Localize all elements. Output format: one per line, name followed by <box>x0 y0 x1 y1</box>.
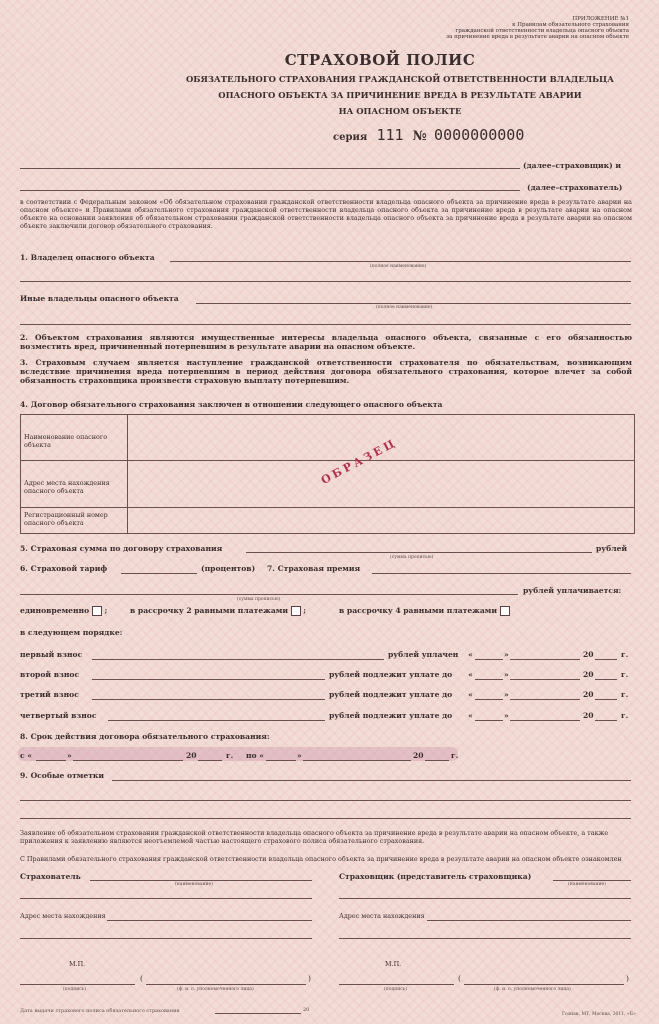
tariff-percent: (процентов) <box>201 564 256 573</box>
term-from-day[interactable] <box>36 760 66 761</box>
clause-2: 2. Объектом страхования являются имущественные интересы владельца опасного объекта, связанные с его обязанностью возместить вред, причиненный потерпевшим в результате аварии на опасном объекте. <box>20 333 632 351</box>
payment-label: четвертый взнос <box>20 711 97 720</box>
payment-once: единовременно ; <box>20 606 108 615</box>
appendix-note: ПРИЛОЖЕНИЕ №1 к Правилам обязательного страхования гражданской ответственности владельца опасного объекта за причинение вреда в результате аварии на опасном объекте <box>446 16 629 40</box>
printer-mark: Гознак, МТ, Москва, 2011, «Б» <box>562 1012 636 1017</box>
insurer-address-label: Адрес места нахождения <box>339 912 425 920</box>
holder-address-line-2[interactable] <box>20 938 312 939</box>
special-line-3[interactable] <box>20 818 631 819</box>
sum-rub: рублей <box>596 544 628 553</box>
series-value: 111 <box>376 126 404 144</box>
term-to-day[interactable] <box>266 760 296 761</box>
policy-subtitle-1: ОБЯЗАТЕЛЬНОГО СТРАХОВАНИЯ ГРАЖДАНСКОЙ ОТВЕТСТВЕННОСТИ ВЛАДЕЛЬЦА <box>186 74 614 84</box>
premium-label: 7. Страховая премия <box>267 564 361 573</box>
other-owners-line-2[interactable] <box>20 324 631 325</box>
insurer-sign-sig-line[interactable] <box>339 984 454 985</box>
payment-day-line[interactable] <box>475 720 503 721</box>
insurer-address-line[interactable] <box>427 920 631 921</box>
insurer-sign-label: Страховщик (представитель страховщика) <box>339 872 532 881</box>
holder-sign-line[interactable] <box>20 984 135 985</box>
holder-mp: М.П. <box>69 960 86 968</box>
owner-line-2[interactable] <box>20 281 631 282</box>
insurer-address-line-2[interactable] <box>339 938 631 939</box>
payment-month-line[interactable] <box>510 679 580 680</box>
issue-date-line[interactable] <box>215 1013 301 1014</box>
owner-caption: (полное наименование) <box>370 264 427 269</box>
payment-month-line[interactable] <box>510 720 580 721</box>
special-line-2[interactable] <box>20 800 631 801</box>
clause-4: 4. Договор обязательного страхования заключен в отношении следующего опасного объекта <box>20 400 443 409</box>
owner-line[interactable] <box>170 261 631 262</box>
payment-amount-line[interactable] <box>92 659 384 660</box>
issue-date-label: Дата выдачи страхового полиса обязательного страхования <box>20 1008 180 1014</box>
policy-page: ПРИЛОЖЕНИЕ №1 к Правилам обязательного страхования гражданской ответственности владельца опасного объекта за причинение вреда в результате аварии на опасном объекте СТРАХОВОЙ ПОЛИС ОБЯЗАТЕЛЬНОГО СТРАХОВАНИЯ ГРАЖДАНСКОЙ ОТВЕТСТВЕННОСТИ ВЛАДЕЛЬЦА ОПАСНОГО ОБЪЕКТА ЗА ПРИЧИНЕНИЕ ВРЕДА В РЕЗУЛЬТАТЕ АВАРИИ НА ОПАСНОМ ОБЪЕКТЕ серия 111 № 0000000000 (далее–страховщик) и (далее–страхователь) в соответствии с Федеральным законом «Об обязательном страховании гражданской ответственности владельца опасного объекта за причинение вреда в результате аварии на опасном объекте» и Правилами обязательного страхования гражданской ответственности владельца опасного объекта за причинение вреда в результате аварии на опасном объекте на основании заявления об обязательном страховании гражданской ответственности владельца опасного объекта за причинение вреда в результате аварии на опасном объекте заключили договор обязательного страхования. 1. Владелец опасного объекта (полное наименование) Иные владельцы опасного объекта (полное наименование) 2. Объектом страхования являются имущественные интересы владельца опасного объекта, связанные с его обязанностью возместить вред, причиненный потерпевшим в результате аварии на опасном объекте. 3. Страховым случаем является наступление гражданской ответственности страхователя по обязательствам, возникающим вследствие причинения вреда потерпевшим в период действия договора обязательного страхования, которое влечет за собой обязанность страховщика произвести страховую выплату потерпевшим. 4. Договор обязательного страхования заключен в отношении следующего опасного объекта Наименование опасного объекта Адрес места нахождения опасного объекта Регистрационный номер опасного объекта ОБРАЗЕЦ 5. Страховая сумма по договору страхования (сумма прописью) рублей 6. Страховой тариф (процентов) 7. Страховая премия (сумма прописью) рублей уплачивается: единовременно ; в рассрочку 2 равными платежами ; в рассрочку 4 равными платежами в следующем порядке: первый взнос рублей уплачен « » 20 г. второй взнос рублей подлежит уплате до « » 20 г. третий взнос рублей подлежит уплате до « » 20 г. четвертый взнос рублей подлежит уплате до « » 20 г. 8. Срок действия договора обязательного страхования: с « » 20 г. по « » 20 г. 9. Особые отметки Заявление об обязательном страховании гражданской ответственности владельца опасного объекта за причинение вреда в результате аварии на опасном объекте, а также приложения к заявлению являются неотъемлемой частью настоящего страхового полиса обязательного страхования. С Правилами обязательного страхования гражданской ответственности владельца опасного объекта за причинение вреда в результате аварии на опасном объекте ознакомлен Страхователь (наименование) Страховщик (представитель страховщика) (наименование) Адрес места нахождения Адрес места нахождения М.П. М.П. ( ) (подпись) (ф. и. о. уполномоченного лица) ( ) (подпись) (ф. и. о. уполномоченного лица) Дата выдачи страхового полиса обязательного страхования 20 Гознак, МТ, Москва, 2011, «Б» <box>0 0 659 1024</box>
payment-day-line[interactable] <box>475 679 503 680</box>
payment-month-line[interactable] <box>510 699 580 700</box>
other-owners-caption: (полное наименование) <box>376 305 433 310</box>
payment-year-line[interactable] <box>595 720 617 721</box>
premium-line[interactable] <box>372 573 631 574</box>
holder-line-2[interactable] <box>20 898 312 899</box>
payment-two: в рассрочку 2 равными платежами ; <box>130 606 307 615</box>
insurer-fio-line[interactable] <box>464 984 624 985</box>
payment-amount-line[interactable] <box>92 679 325 680</box>
payment-day-line[interactable] <box>475 699 503 700</box>
sum-caption: (сумма прописью) <box>390 555 434 560</box>
policyholder-suffix: (далее–страхователь) <box>527 183 623 192</box>
insurer-sign-line-2[interactable] <box>339 898 631 899</box>
policy-subtitle-3: НА ОПАСНОМ ОБЪЕКТЕ <box>338 106 462 116</box>
tariff-label: 6. Страховой тариф <box>20 564 108 573</box>
other-owners-label: Иные владельцы опасного объекта <box>20 294 179 303</box>
premium-caption: (сумма прописью) <box>237 597 281 602</box>
payment-order: в следующем порядке: <box>20 628 123 637</box>
statement-2: С Правилами обязательного страхования гражданской ответственности владельца опасного объекта за причинение вреда в результате аварии на опасном объекте ознакомлен <box>20 855 622 863</box>
insurer-sign-line[interactable] <box>553 880 631 881</box>
payment-four: в рассрочку 4 равными платежами <box>339 606 510 616</box>
term-to: по « <box>246 751 265 760</box>
payment-status: рублей подлежит уплате до <box>329 670 453 679</box>
payment-label: второй взнос <box>20 670 80 679</box>
number-sign: № <box>412 129 427 144</box>
once-checkbox[interactable] <box>92 606 102 616</box>
payment-amount-line[interactable] <box>92 699 325 700</box>
intro-text: в соответствии с Федеральным законом «Об обязательном страховании гражданской ответственности владельца опасного объекта за причинение вреда в результате аварии на опасном объекте» и Правилами обязательного страхования гражданской ответственности владельца опасного объекта за причинение вреда в результате аварии на опасном объекте на основании заявления об обязательном страховании гражданской ответственности владельца опасного объекта за причинение вреда в результате аварии на опасном объекте заключили договор обязательного страхования. <box>20 198 632 230</box>
payment-month-line[interactable] <box>510 659 580 660</box>
insurer-suffix: (далее–страховщик) и <box>523 161 622 170</box>
policy-title: СТРАХОВОЙ ПОЛИС <box>284 51 476 69</box>
sum-line[interactable] <box>246 552 592 553</box>
holder-label: Страхователь <box>20 872 81 881</box>
holder-address-line[interactable] <box>107 920 312 921</box>
object-table <box>20 414 635 534</box>
premium-line-2[interactable] <box>20 594 518 595</box>
sum-label: 5. Страховая сумма по договору страхования <box>20 544 223 553</box>
holder-fio-line[interactable] <box>146 984 306 985</box>
payment-year-line[interactable] <box>595 679 617 680</box>
term-label: 8. Срок действия договора обязательного страхования: <box>20 732 270 741</box>
insurer-mp: М.П. <box>385 960 402 968</box>
payment-day-line[interactable] <box>475 659 503 660</box>
special-label: 9. Особые отметки <box>20 771 105 780</box>
table-row-address: Адрес места нахождения опасного объекта <box>24 479 110 495</box>
holder-address-label: Адрес места нахождения <box>20 912 106 920</box>
term-highlight <box>18 747 458 761</box>
series-label: серия <box>333 132 368 143</box>
term-to-year[interactable] <box>425 760 449 761</box>
insurer-line[interactable] <box>20 168 520 169</box>
table-row-name: Наименование опасного объекта <box>24 433 108 449</box>
table-divider <box>127 415 128 533</box>
payment-year-line[interactable] <box>595 659 617 660</box>
owner-label: 1. Владелец опасного объекта <box>20 253 155 262</box>
other-owners-line[interactable] <box>196 303 631 304</box>
payment-amount-line[interactable] <box>108 720 325 721</box>
payment-label: первый взнос <box>20 650 83 659</box>
table-row-regnum: Регистрационный номер опасного объекта <box>24 511 108 527</box>
paid-label: рублей уплачивается: <box>523 586 622 595</box>
clause-3: 3. Страховым случаем является наступление гражданской ответственности страхователя по обязательствам, возникающим вследствие причинения вреда потерпевшим в период действия договора обязательного страхования, которое влечет за собой обязанность страховщика произвести страховую выплату потерпевшим. <box>20 358 632 385</box>
policy-number: 0000000000 <box>434 126 525 144</box>
term-from-year[interactable] <box>198 760 222 761</box>
special-line-1[interactable] <box>112 780 631 781</box>
four-checkbox[interactable] <box>500 606 510 616</box>
payment-status: рублей подлежит уплате до <box>329 690 453 699</box>
two-checkbox[interactable] <box>291 606 301 616</box>
sample-stamp: ОБРАЗЕЦ <box>318 436 400 487</box>
term-to-month[interactable] <box>303 760 411 761</box>
payment-year-line[interactable] <box>595 699 617 700</box>
term-from-month[interactable] <box>73 760 183 761</box>
payment-status: рублей уплачен <box>388 650 459 659</box>
term-from: с « <box>20 751 33 760</box>
payment-status: рублей подлежит уплате до <box>329 711 453 720</box>
statement-1: Заявление об обязательном страховании гражданской ответственности владельца опасного объекта за причинение вреда в результате аварии на опасном объекте, а также приложения к заявлению являются неотъемлемой частью настоящего страхового полиса обязательного страхования. <box>20 829 609 845</box>
holder-line[interactable] <box>90 880 312 881</box>
policy-subtitle-2: ОПАСНОГО ОБЪЕКТА ЗА ПРИЧИНЕНИЕ ВРЕДА В РЕЗУЛЬТАТЕ АВАРИИ <box>218 90 582 100</box>
series-row <box>333 126 524 144</box>
payment-label: третий взнос <box>20 690 79 699</box>
policyholder-line[interactable] <box>20 190 520 191</box>
tariff-line[interactable] <box>121 573 197 574</box>
